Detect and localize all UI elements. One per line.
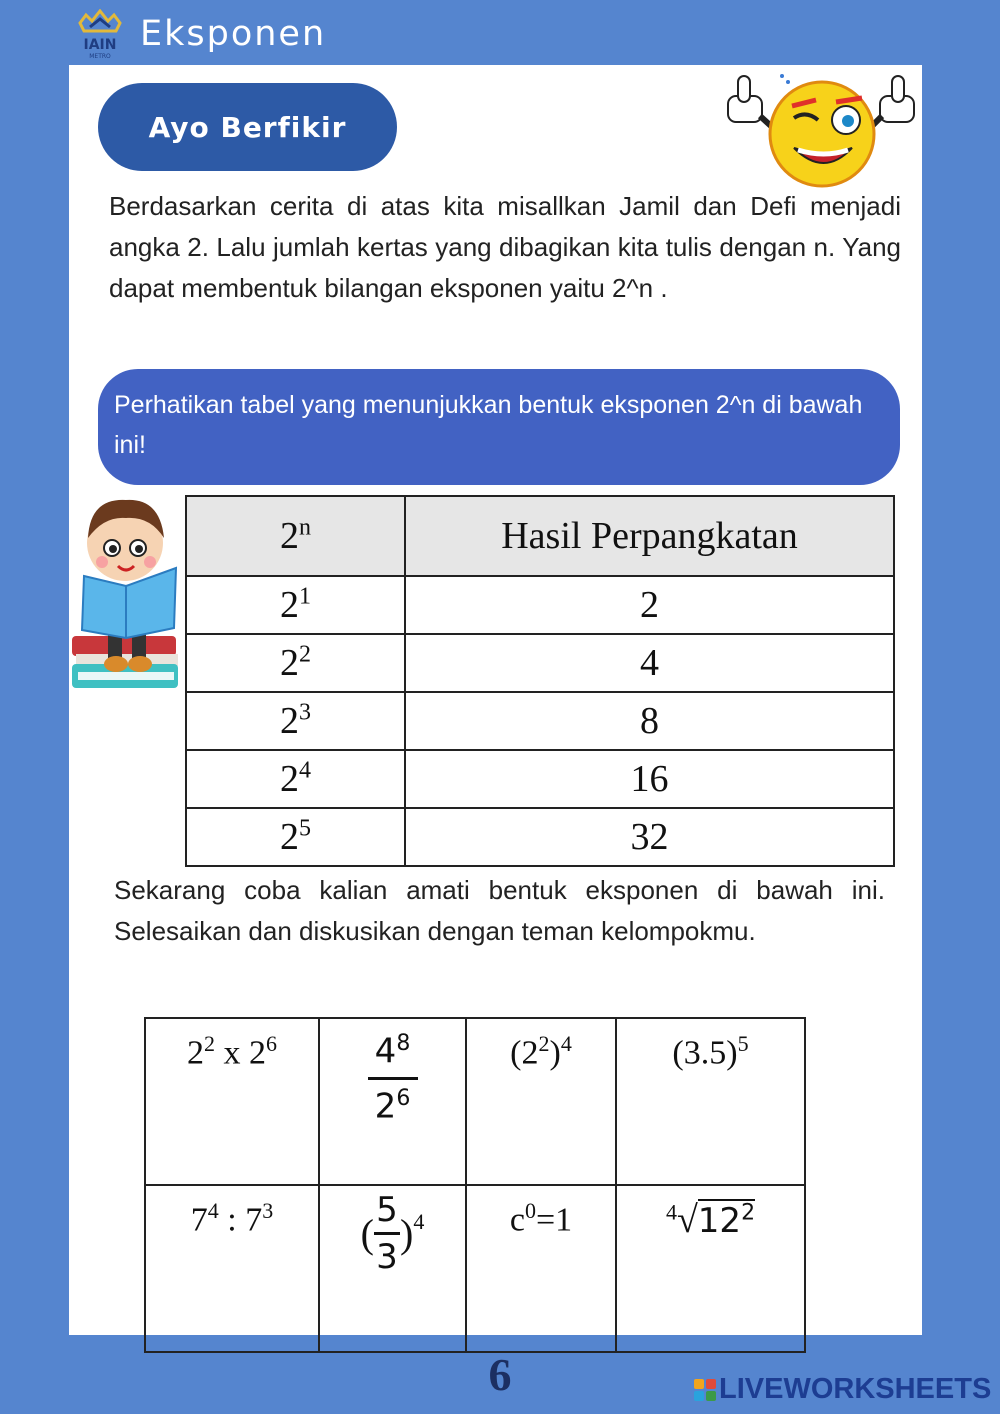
power-table	[185, 495, 895, 867]
winking-smiley-thumbs-up-icon	[720, 66, 925, 191]
table-row: $2^5$ 32	[186, 808, 894, 866]
table-row: $2^3$ 8	[186, 692, 894, 750]
header-cell-exponent: 2$^n$	[186, 496, 405, 576]
exercise-cell-8[interactable]: $^4√12^2$	[616, 1185, 805, 1352]
exercise-cell-3[interactable]: $(2^2)^4$	[466, 1018, 616, 1185]
header-cell-result: Hasil Perpangkatan	[405, 496, 894, 576]
exercise-cell-7[interactable]: $c^0=1$	[466, 1185, 616, 1352]
liveworksheets-watermark: LIVEWORKSHEETS	[694, 1373, 991, 1406]
svg-text:IAIN: IAIN	[83, 37, 117, 53]
table-row: $2^4$ 16	[186, 750, 894, 808]
exercise-paragraph: Sekarang coba kalian amati bentuk eksponen di bawah ini. Selesaikan dan diskusikan dengan teman kelompokmu.	[114, 875, 885, 946]
boy-reading-book-icon	[70, 488, 180, 698]
table-row	[145, 1018, 805, 1185]
section-pill: Ayo Berfikir	[98, 83, 397, 171]
exercise-cell-6[interactable]: ( $\frac{5}{3}$ )$^4$	[319, 1185, 466, 1352]
instruction-banner: Perhatikan tabel yang menunjukkan bentuk eksponen 2^n di bawah ini!	[98, 369, 900, 485]
table-header-row	[186, 496, 894, 576]
iain-logo-icon	[72, 9, 128, 59]
intro-paragraph: Berdasarkan cerita di atas kita misallkan Jamil dan Defi menjadi angka 2. Lalu jumlah kertas yang dibagikan kita tulis dengan n. Yang dapat membentuk bilangan eksponen yaitu 2^n .	[109, 191, 901, 303]
exercise-cell-1[interactable]: $2^2$ x $2^6$	[145, 1018, 319, 1185]
exercise-cell-4[interactable]: $(3.5)^5$	[616, 1018, 805, 1185]
table-row: $2^2$ 4	[186, 634, 894, 692]
page-header	[72, 6, 326, 62]
exercise-table	[144, 1017, 806, 1353]
svg-text:METRO: METRO	[89, 53, 111, 59]
liveworksheets-logo-icon	[694, 1379, 716, 1401]
page-number: 6	[488, 1349, 512, 1400]
page-title: Eksponen	[140, 14, 327, 54]
table-row: $2^1$ 2	[186, 576, 894, 634]
exercise-cell-2[interactable]: $\frac{4^8}{2^6}$	[319, 1018, 466, 1185]
table-row	[145, 1185, 805, 1352]
exercise-cell-5[interactable]: $7^4$ : $7^3$	[145, 1185, 319, 1352]
